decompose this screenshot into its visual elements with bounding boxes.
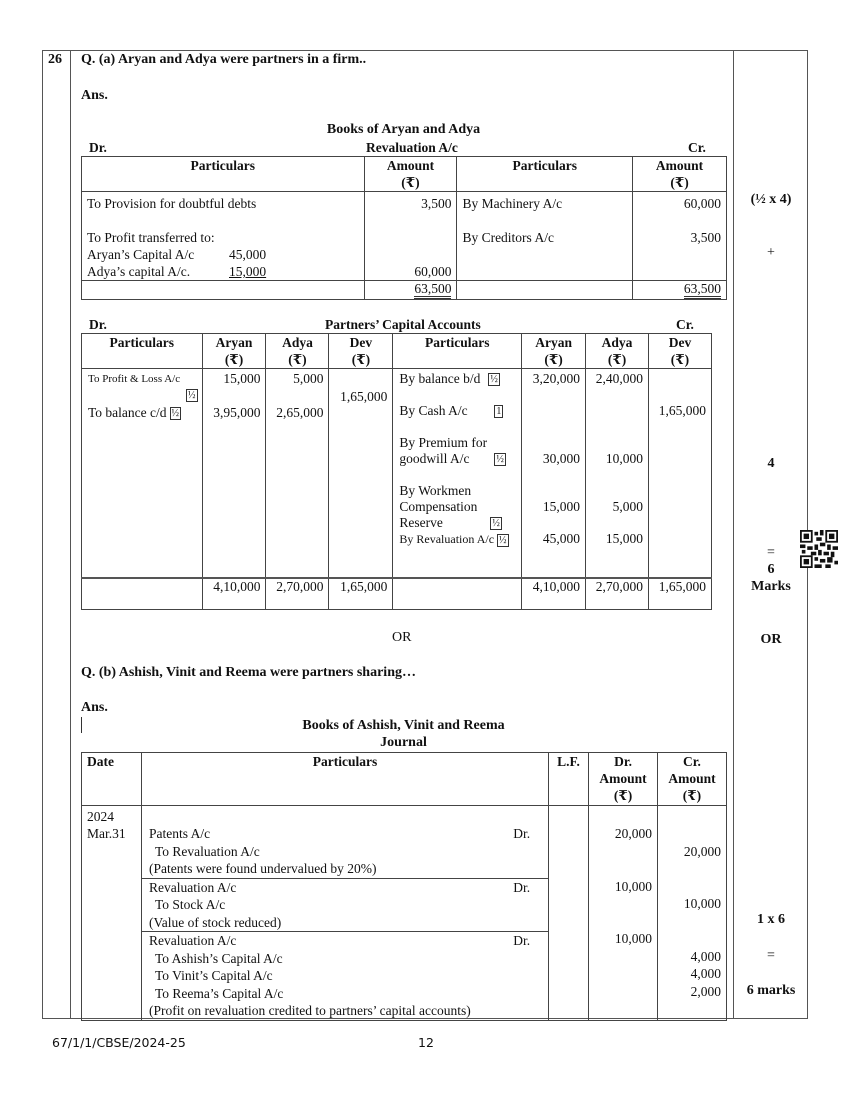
reval-header-amount-dr: Amount (₹): [364, 157, 457, 192]
journal-entry: Revaluation A/c Dr. To Stock A/c (Value of stock reduced): [142, 879, 548, 933]
capital-header-adya-cr: Adya (₹): [586, 334, 649, 369]
journal-lf: [549, 806, 589, 1021]
reval-header-particulars-cr: Particulars: [457, 157, 633, 192]
marks-plus: +: [767, 245, 775, 260]
mark-box: ½: [499, 534, 507, 546]
reval-total-cr: 63,500: [684, 282, 721, 299]
journal-cr-amounts: 20,000 10,000 4,000 4,000 2,000: [658, 806, 727, 1021]
marks-total-b: 6 marks: [746, 983, 796, 998]
reval-total-dr: 63,500: [414, 282, 451, 299]
mark-box: ½: [490, 374, 498, 386]
capital-header-particulars-cr: Particulars: [393, 334, 522, 369]
capital-header-aryan-dr: Aryan (₹): [202, 334, 266, 369]
journal-header-date: Date: [82, 753, 142, 806]
journal-title: Journal: [380, 735, 427, 750]
reval-header-particulars-dr: Particulars: [82, 157, 365, 192]
journal-header-particulars: Particulars: [141, 753, 548, 806]
qr-code-icon: [800, 530, 838, 568]
capital-total-adya-cr: 2,70,000: [586, 578, 649, 610]
capital-debit-particulars: To Profit & Loss A/c ½ To balance c/d ½: [82, 369, 203, 578]
journal-header-dr-amount: Dr. Amount (₹): [589, 753, 658, 806]
capital-header-aryan-cr: Aryan (₹): [522, 334, 586, 369]
reval-credit-amounts: 60,000 3,500: [633, 192, 727, 281]
reval-debit-amounts: 3,500 60,000: [364, 192, 457, 281]
marks-equals-a: =: [767, 545, 775, 560]
marks-label-a: Marks: [751, 579, 791, 594]
journal-entry: Patents A/c Dr. To Revaluation A/c (Patents were found undervalued by 20%): [142, 825, 548, 879]
partners-capital-table: Particulars Aryan (₹) Adya (₹) Dev (₹) Particulars Aryan (₹) Adya (₹) Dev (₹) To Profit & Loss A/c ½ To balance c/d ½ 15,000 3,95,000 5,000 2,65,000 1,65,000 By balance b/d ½ By Cash A/c 1 By Premium for goodwill A/c ½ By Workmen Compensation Reserve ½ By Revaluation A/c ½ 3,20,000 30,000 15,000 45,000 2,40,000 10,000 5,000 15,000 1,65,000 4,10,000 2,70,000 1,65,000 4,10,000 2,70,000 1,65,000: [81, 333, 712, 610]
reval-header-amount-cr: Amount (₹): [633, 157, 727, 192]
mark-box: ½: [171, 408, 180, 420]
capital-header-dev-dr: Dev (₹): [329, 334, 393, 369]
answer-b-label: Ans.: [81, 700, 108, 715]
question-b-text: Q. (b) Ashish, Vinit and Reema were partners sharing…: [81, 665, 416, 680]
question-number: 26: [48, 52, 62, 67]
capital-total-aryan-cr: 4,10,000: [522, 578, 586, 610]
capital-header-dev-cr: Dev (₹): [649, 334, 712, 369]
reval-cr-label: Cr.: [688, 140, 706, 155]
capital-total-aryan-dr: 4,10,000: [202, 578, 266, 610]
reval-dr-label: Dr.: [89, 140, 107, 155]
marks-half-x4: (½ x 4): [750, 192, 792, 207]
marks-four: 4: [767, 456, 775, 471]
capital-total-adya-dr: 2,70,000: [266, 578, 329, 610]
capital-total-dev-dr: 1,65,000: [329, 578, 393, 610]
marks-1x6: 1 x 6: [757, 912, 785, 927]
reval-title: Revaluation A/c: [366, 140, 458, 155]
question-number-column-divider: [70, 50, 71, 1019]
books-title-b: Books of Ashish, Vinit and Reema: [302, 718, 505, 733]
marks-or: OR: [760, 632, 782, 647]
journal-table: [81, 752, 727, 1021]
capital-title: Partners’ Capital Accounts: [325, 317, 481, 332]
marks-six: 6: [767, 562, 775, 577]
answer-a-label: Ans.: [81, 88, 108, 103]
journal-particulars: [141, 806, 548, 1021]
or-divider: OR: [392, 630, 412, 645]
journal-date: 2024 Mar.31: [82, 806, 142, 1021]
capital-header-adya-dr: Adya (₹): [266, 334, 329, 369]
mark-box: 1: [496, 406, 502, 418]
mark-box: ½: [492, 518, 500, 530]
capital-total-dev-cr: 1,65,000: [649, 578, 712, 610]
journal-header-lf: L.F.: [549, 753, 589, 806]
journal-dr-amounts: 20,000 10,000 10,000: [589, 806, 658, 1021]
reval-credit-particulars: By Machinery A/c By Creditors A/c: [457, 192, 633, 281]
revaluation-account-table: [81, 156, 727, 300]
footer-code: 67/1/1/CBSE/2024-25: [52, 1035, 186, 1050]
mark-box: ½: [188, 390, 196, 402]
question-a-text: Q. (a) Aryan and Adya were partners in a firm..: [81, 52, 367, 67]
books-title-a: Books of Aryan and Adya: [326, 122, 481, 137]
journal-header-cr-amount: Cr. Amount (₹): [658, 753, 727, 806]
capital-credit-particulars: By balance b/d ½ By Cash A/c 1 By Premium for goodwill A/c ½ By Workmen Compensation Reserve ½ By Revaluation A/c ½: [393, 369, 522, 578]
marks-equals-b: =: [767, 948, 775, 963]
reval-debit-particulars: To Provision for doubtful debts To Profit transferred to: Aryan’s Capital A/c 45,000 Adya’s capital A/c. 15,000: [82, 192, 365, 281]
capital-dr-label: Dr.: [89, 317, 107, 332]
journal-entry: Revaluation A/c Dr. To Ashish’s Capital A/c To Vinit’s Capital A/c To Reema’s Capital A/c (Profit on revaluation credited to partners’ capital accounts): [148, 933, 531, 1018]
capital-header-particulars-dr: Particulars: [82, 334, 203, 369]
page-number: 12: [418, 1035, 434, 1050]
capital-cr-label: Cr.: [676, 317, 694, 332]
mark-box: ½: [496, 454, 504, 466]
